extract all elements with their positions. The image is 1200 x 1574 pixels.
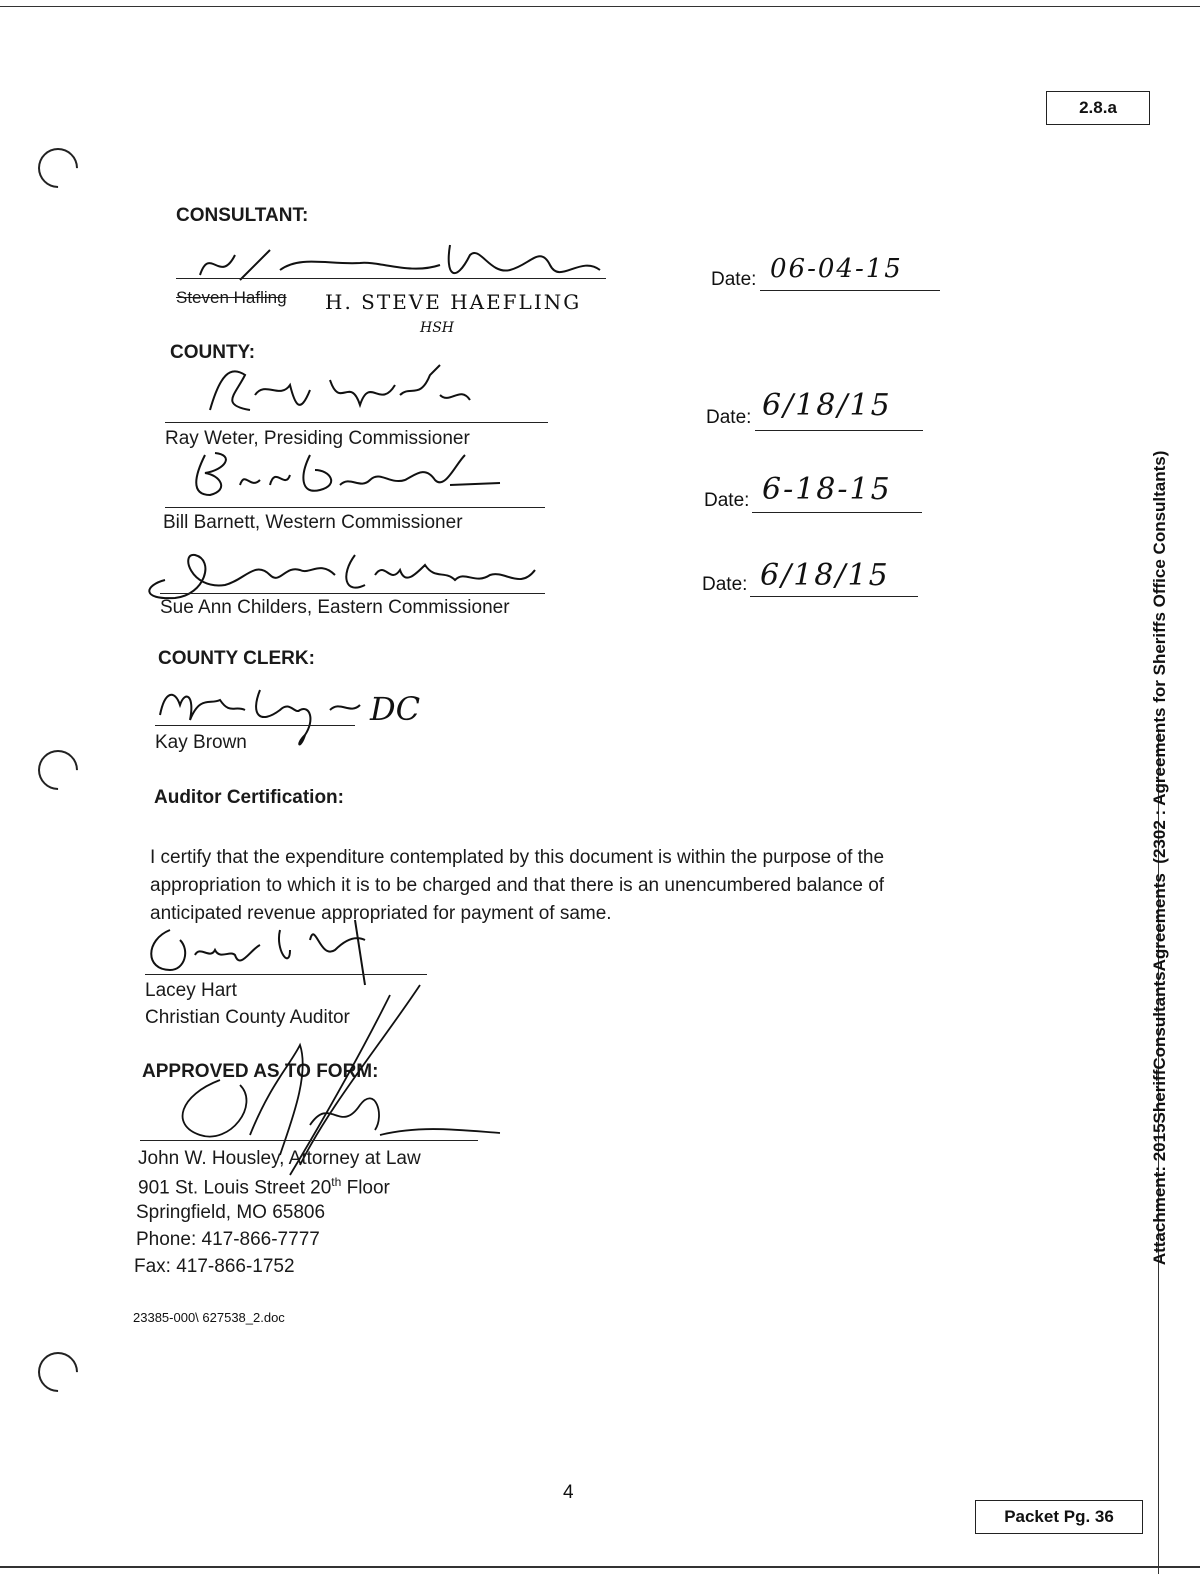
consultant-initials: HSH [420, 320, 455, 336]
county-clerk-heading: COUNTY CLERK: [158, 648, 315, 669]
attorney-address-street: 901 St. Louis Street 20 [138, 1177, 332, 1199]
attachment-side-caption [1130, 374, 1170, 1274]
auditor-heading: Auditor Certification: [154, 787, 344, 808]
auditor-body-line-3: anticipated revenue appropriated for payment of same. [150, 903, 612, 924]
consultant-signature-line [176, 278, 606, 279]
attorney-name: John W. Housley, Attorney at Law [138, 1148, 421, 1169]
presiding-commissioner-signature [200, 355, 480, 425]
western-commissioner-name: Bill Barnett, Western Commissioner [163, 512, 463, 533]
auditor-body-line-1: I certify that the expenditure contemplated by this document is within the purpose of the [150, 847, 885, 868]
binder-hole-middle [30, 742, 87, 799]
binder-hole-top [30, 140, 87, 197]
presiding-commissioner-line [165, 422, 548, 423]
consultant-date-value: 06-04-15 [770, 254, 903, 284]
eastern-commissioner-date-line [750, 596, 918, 597]
consultant-date-label: Date: [711, 269, 757, 290]
attorney-address-sup: th [331, 1175, 342, 1189]
packet-page-box [975, 1500, 1143, 1534]
consultant-heading: CONSULTANT: [176, 205, 309, 226]
eastern-commissioner-signature [135, 540, 555, 605]
county-clerk-line [155, 725, 355, 726]
western-commissioner-date-line [752, 512, 922, 513]
presiding-commissioner-date-value: 6/18/15 [762, 388, 892, 423]
top-border [0, 6, 1200, 7]
attorney-phone: Phone: 417-866-7777 [136, 1229, 320, 1250]
consultant-printed-name: Steven Hafling [176, 288, 287, 307]
eastern-commissioner-date-label: Date: [702, 574, 748, 595]
attorney-fax: Fax: 417-866-1752 [134, 1256, 295, 1277]
consultant-date-line [760, 290, 940, 291]
county-heading: COUNTY: [170, 342, 256, 363]
eastern-commissioner-date-value: 6/18/15 [760, 558, 890, 593]
packet-page-label: Packet Pg. 36 [1004, 1507, 1114, 1526]
page-number: 4 [563, 1482, 574, 1503]
attorney-address-floor: Floor [341, 1177, 390, 1199]
attorney-address [138, 1175, 390, 1199]
auditor-name: Lacey Hart [145, 980, 237, 1001]
section-number-box [1046, 91, 1150, 125]
presiding-commissioner-date-line [755, 430, 923, 431]
attorney-signature-line [140, 1140, 478, 1141]
attachment-side-caption-text: Attachment: 2015SheriffConsultantsAgreements (2302 : Agreements for Sheriffs Office Consultants) [1150, 450, 1169, 1266]
western-commissioner-signature [180, 445, 500, 505]
auditor-body-line-2: appropriation to which it is to be charged and that there is an unencumbered balance of [150, 875, 885, 896]
presiding-commissioner-name: Ray Weter, Presiding Commissioner [165, 428, 470, 449]
county-clerk-dc: DC [370, 690, 421, 728]
bottom-border [0, 1566, 1200, 1568]
auditor-signature-line [145, 974, 427, 975]
attorney-city: Springfield, MO 65806 [136, 1202, 326, 1223]
western-commissioner-date-value: 6-18-15 [762, 472, 892, 507]
auditor-title: Christian County Auditor [145, 1007, 350, 1028]
consultant-handwritten-name: H. STEVE HAEFLING [325, 290, 582, 314]
section-number: 2.8.a [1079, 98, 1117, 117]
binder-hole-bottom [30, 1344, 87, 1401]
approved-heading: APPROVED AS TO FORM: [142, 1061, 379, 1082]
western-commissioner-line [165, 507, 545, 508]
presiding-commissioner-date-label: Date: [706, 407, 752, 428]
western-commissioner-date-label: Date: [704, 490, 750, 511]
eastern-commissioner-name: Sue Ann Childers, Eastern Commissioner [160, 597, 510, 618]
eastern-commissioner-line [160, 593, 545, 594]
document-reference: 23385-000\ 627538_2.doc [133, 1310, 285, 1325]
county-clerk-name: Kay Brown [155, 732, 247, 753]
